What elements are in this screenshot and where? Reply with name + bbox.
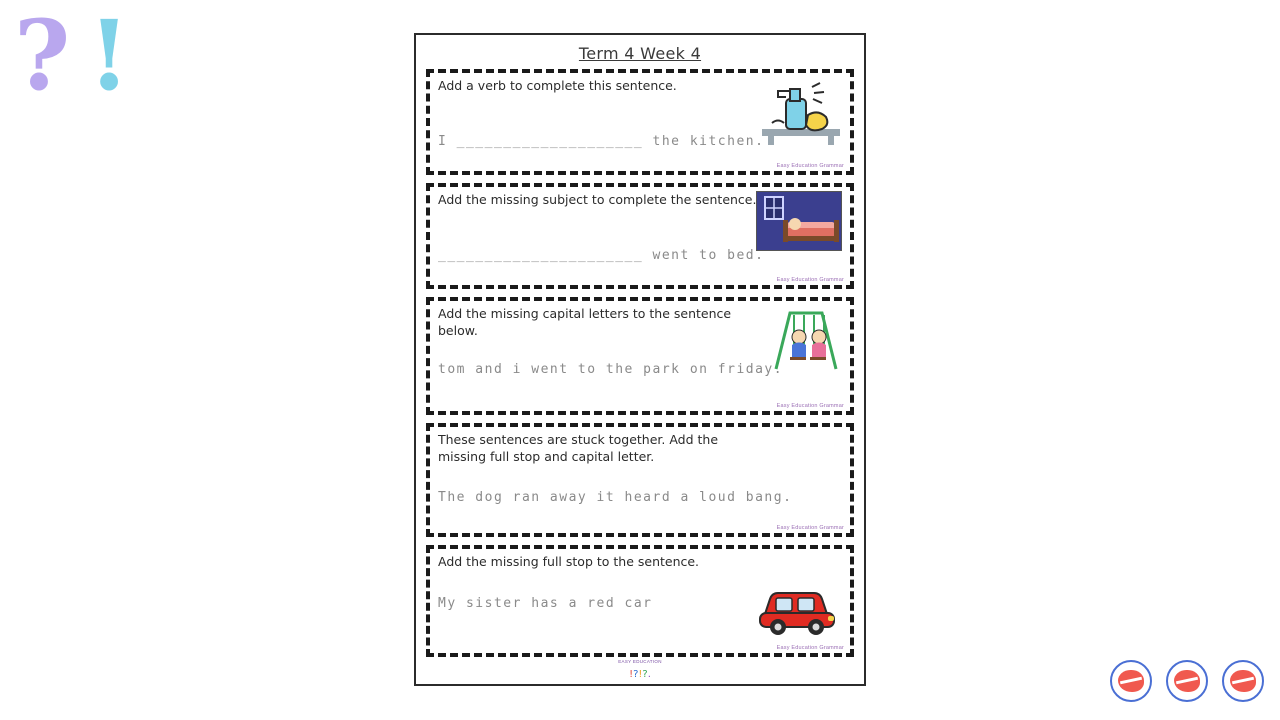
badge-group [1110,660,1264,702]
worksheet-page [414,33,866,686]
question-sentence: tom and i went to the park on friday. [438,362,784,377]
question-box-4[interactable] [426,423,854,537]
question-prompt: Add a verb to complete this sentence. [438,78,677,93]
badge-icon-2[interactable] [1166,660,1208,702]
question-box-1[interactable] [426,69,854,175]
brand-mark: Easy Education Grammar [776,403,844,409]
question-sentence: I ____________________ the kitchen. [438,134,765,149]
footer-logo-glyphs: !?!?. [629,669,651,680]
question-prompt: Add the missing capital letters to the sentence below. [438,306,732,338]
spray-bottle-cleaning-icon [760,79,842,147]
question-sentence: The dog ran away it heard a loud bang. [438,490,793,505]
child-sleeping-in-bed-icon [756,191,842,256]
brand-mark: Easy Education Grammar [776,645,844,651]
red-car-icon [756,583,838,637]
question-box-3[interactable] [426,297,854,415]
question-box-2[interactable] [426,183,854,289]
question-prompt: These sentences are stuck together. Add the missing full stop and capital letter. [438,432,719,464]
footer-logo [416,659,864,682]
question-prompt: Add the missing subject to complete the sentence. [438,192,757,207]
badge-icon-1[interactable] [1110,660,1152,702]
question-sentence: My sister has a red car [438,596,653,611]
question-box-5[interactable] [426,545,854,657]
question-prompt: Add the missing full stop to the sentence. [438,554,700,569]
decorative-punctuation [14,0,134,114]
brand-mark: Easy Education Grammar [776,525,844,531]
exclamation-mark-icon: ! [88,0,131,112]
question-sentence: ______________________ went to bed. [438,248,765,263]
page-title: Term 4 Week 4 [578,44,702,63]
question-mark-icon: ? [14,0,71,112]
brand-mark: Easy Education Grammar [776,163,844,169]
badge-icon-3[interactable] [1222,660,1264,702]
footer-logo-label: EASY EDUCATION [618,659,662,664]
brand-mark: Easy Education Grammar [776,277,844,283]
